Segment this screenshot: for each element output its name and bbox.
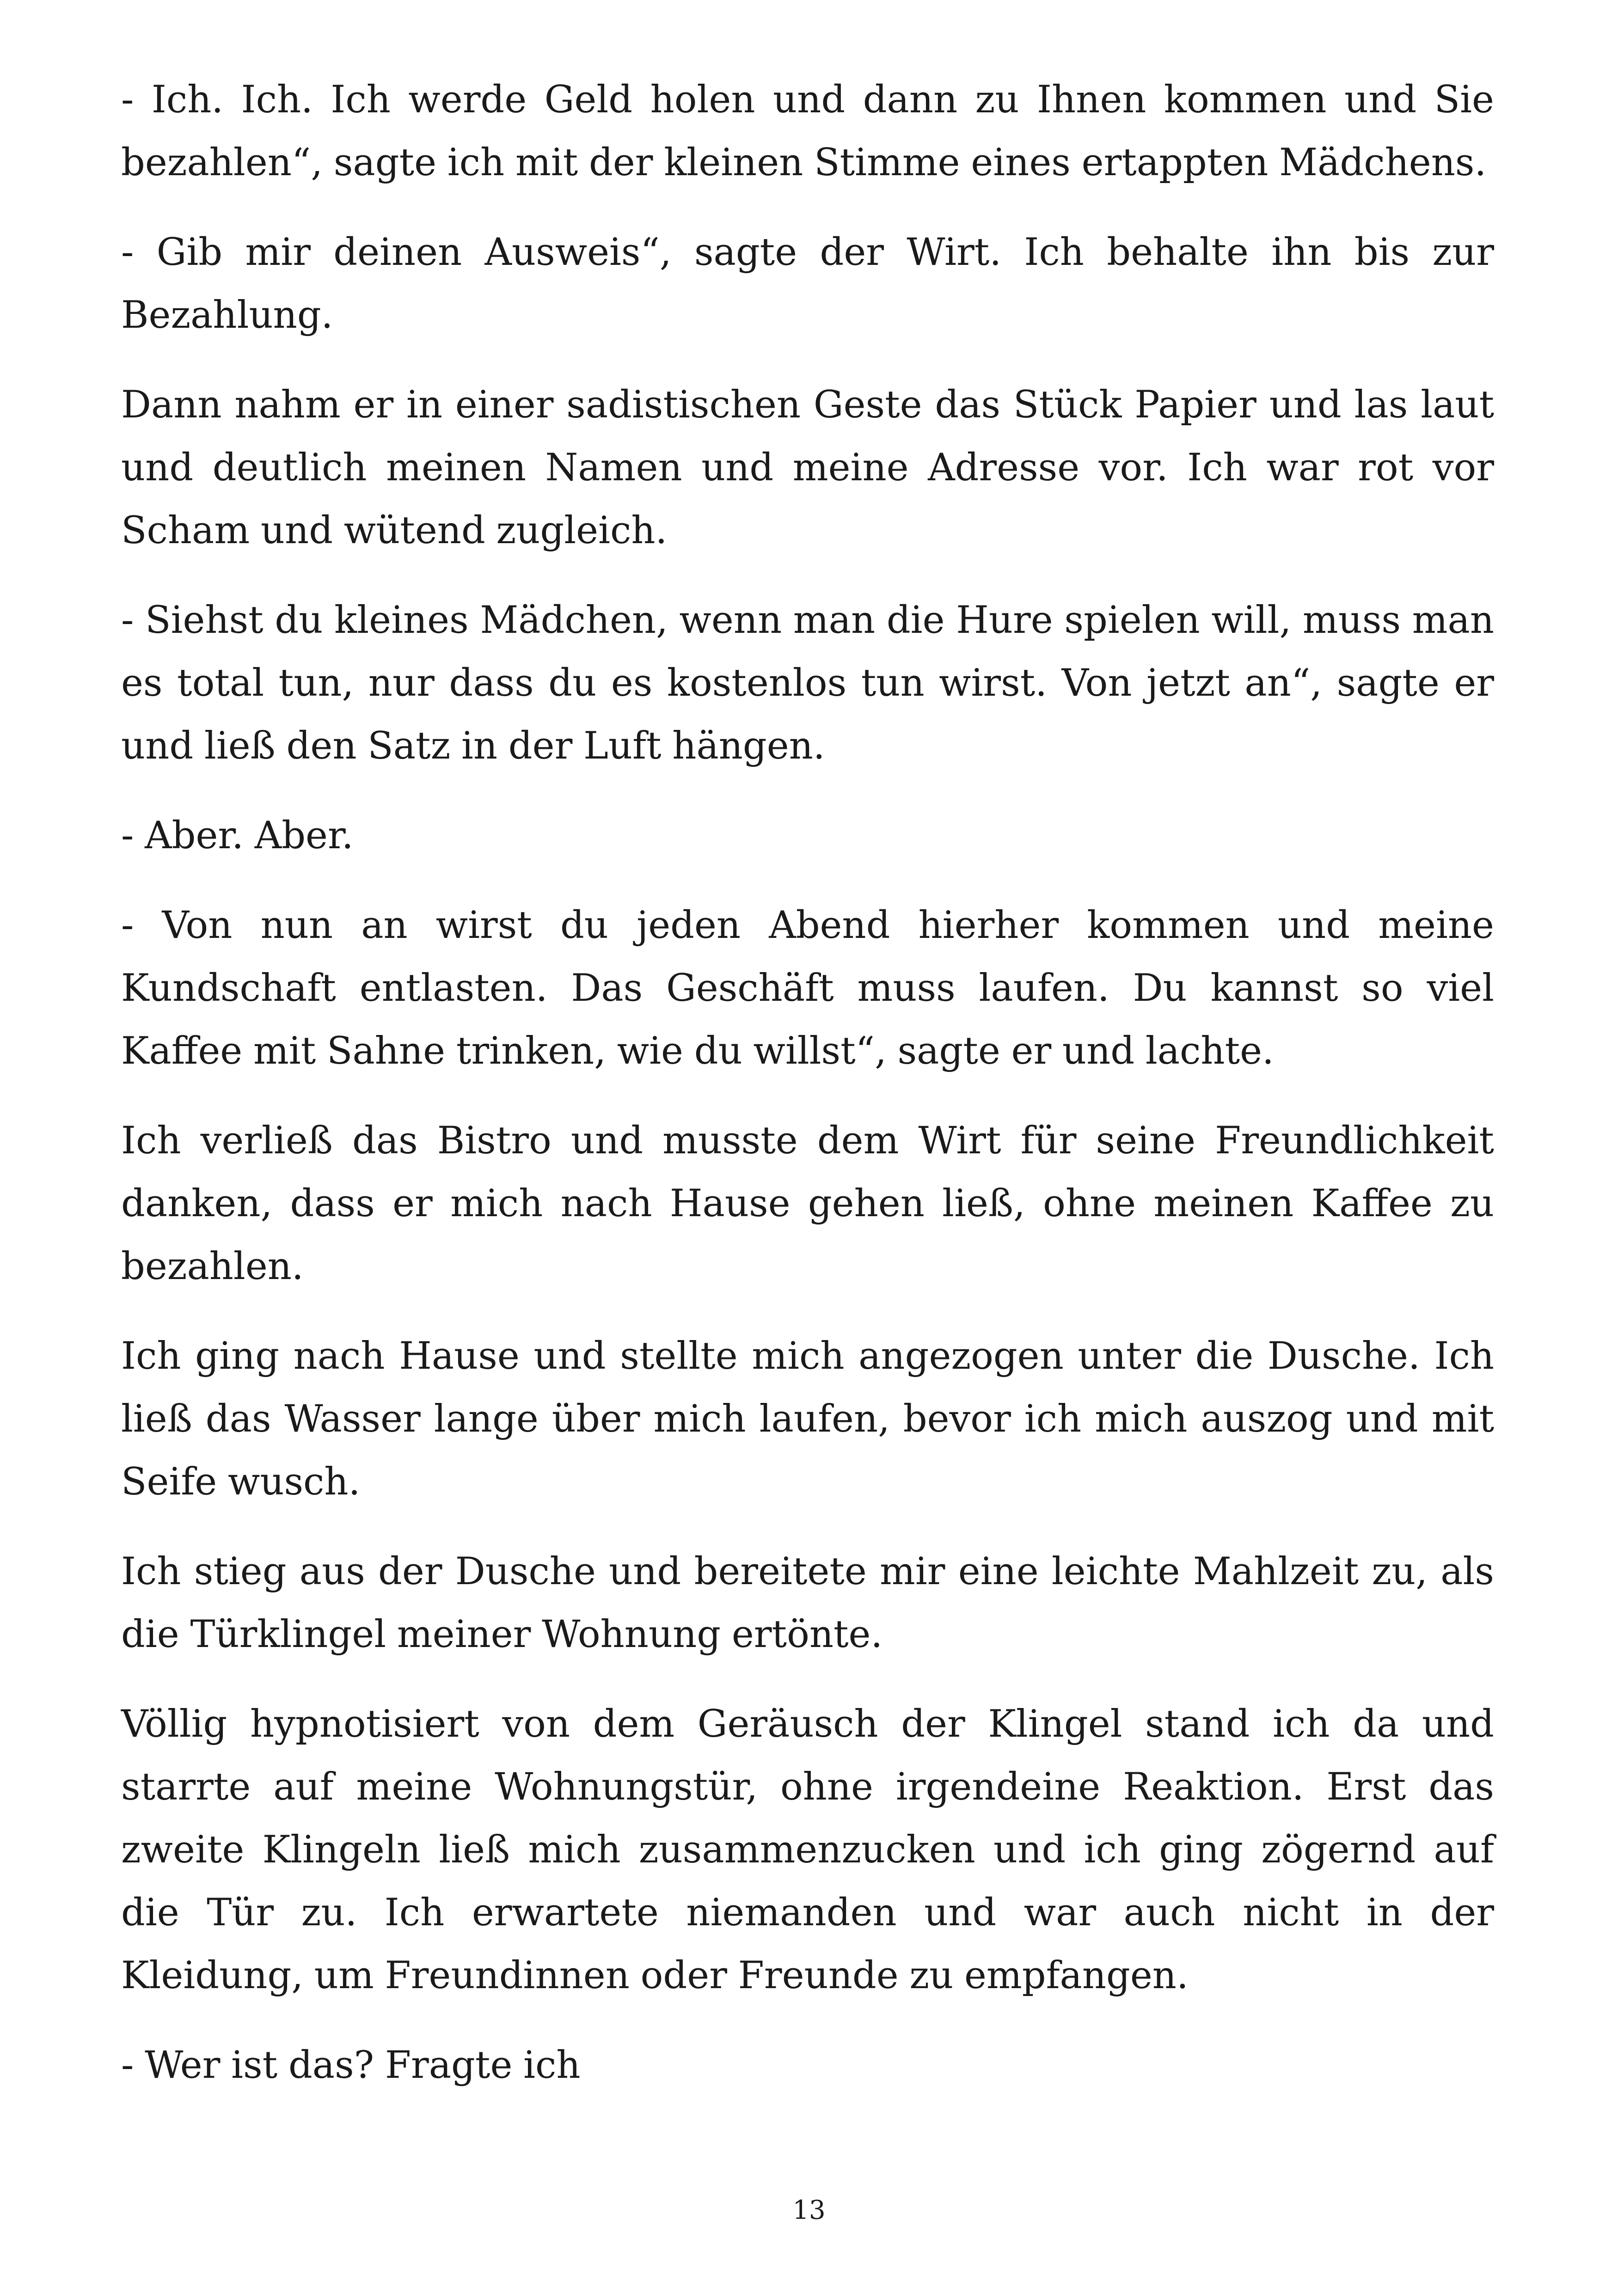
- paragraph: Ich ging nach Hause und stellte mich angezogen unter die Dusche. Ich ließ das Wasser lange über mich laufen, bevor ich mich auszog und mit Seife wusch.: [121, 1335, 1494, 1504]
- page-number: 13: [792, 2195, 826, 2225]
- paragraph: - Gib mir deinen Ausweis“, sagte der Wirt. Ich behalte ihn bis zur Bezahlung.: [121, 231, 1494, 337]
- paragraph: Ich stieg aus der Dusche und bereitete mir eine leichte Mahlzeit zu, als die Türklingel meiner Wohnung ertönte.: [121, 1550, 1494, 1656]
- body-text: [121, 68, 1494, 2124]
- paragraph: - Siehst du kleines Mädchen, wenn man die Hure spielen will, muss man es total tun, nur dass du es kostenlos tun wirst. Von jetzt an“, sagte er und ließ den Satz in der Luft hängen.: [121, 599, 1494, 768]
- paragraph: - Aber. Aber.: [121, 814, 354, 857]
- paragraph: Ich verließ das Bistro und musste dem Wirt für seine Freundlichkeit danken, dass er mich nach Hause gehen ließ, ohne meinen Kaffee zu bezahlen.: [121, 1119, 1494, 1288]
- paragraph: Dann nahm er in einer sadistischen Geste das Stück Papier und las laut und deutlich meinen Namen und meine Adresse vor. Ich war rot vor Scham und wütend zugleich.: [121, 383, 1494, 552]
- paragraph: - Wer ist das? Fragte ich: [121, 2044, 581, 2087]
- paragraph: - Von nun an wirst du jeden Abend hierher kommen und meine Kundschaft entlasten. Das Geschäft muss laufen. Du kannst so viel Kaffee mit Sahne trinken, wie du willst“, sagte er und lachte.: [121, 904, 1494, 1073]
- paragraph: - Ich. Ich. Ich werde Geld holen und dann zu Ihnen kommen und Sie bezahlen“, sagte ich mit der kleinen Stimme eines ertappten Mädchens.: [121, 78, 1494, 184]
- paragraph: Völlig hypnotisiert von dem Geräusch der Klingel stand ich da und starrte auf meine Wohnungstür, ohne irgendeine Reaktion. Erst das zweite Klingeln ließ mich zusammenzucken und ich ging zögernd auf die Tür zu. Ich erwartete niemanden und war auch nicht in der Kleidung, um Freundinnen oder Freunde zu empfangen.: [121, 1702, 1494, 1997]
